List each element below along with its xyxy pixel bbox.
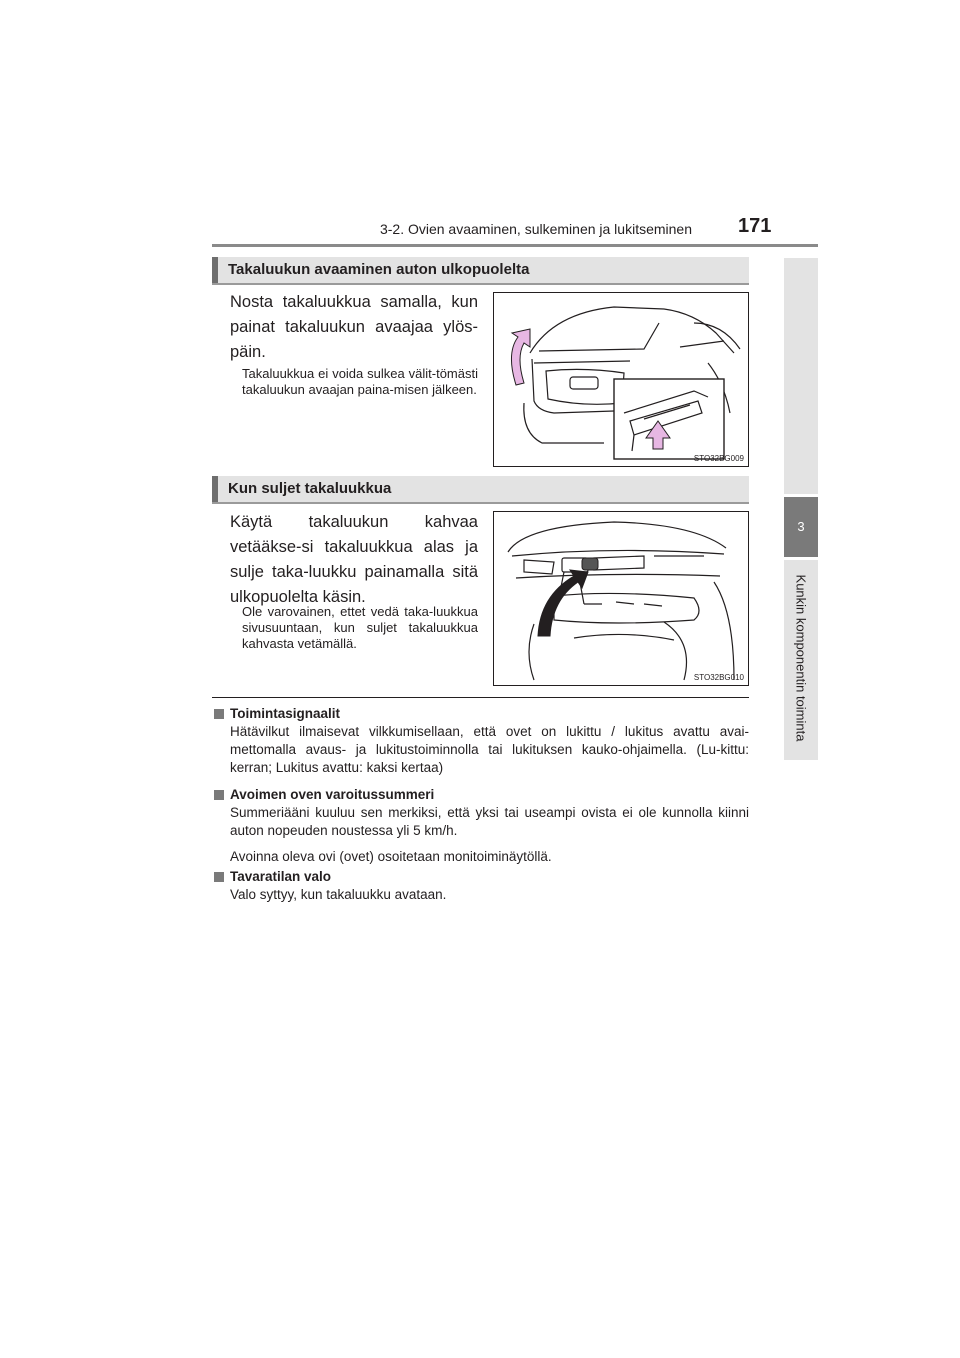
info-title-text: Tavaratilan valo [230, 869, 332, 884]
step-instruction-opening: Nosta takaluukkua samalla, kun painat takaluukun avaajaa ylös-päin. [230, 293, 478, 361]
info-title-text: Avoimen oven varoitussummeri [230, 787, 435, 802]
info-title [212, 868, 749, 886]
tailgate-opening-illustration [494, 293, 748, 466]
page-number: 171 [738, 215, 772, 237]
info-body: Summeriääni kuuluu sen merkiksi, että yksi tai useampi ovista ei ole kunnolla kiinni auton nopeuden noustessa yli 5 km/h. [230, 805, 749, 838]
side-tab-chapter-title: Kunkin komponentin toiminta [793, 574, 809, 742]
step-instruction-closing: Käytä takaluukun kahvaa vetääkse-si takaluukkua alas ja sulje taka-luukku painamalla sitä ulkopuolelta käsin. [230, 513, 478, 606]
info-body: Valo syttyy, kun takaluukku avataan. [230, 887, 447, 902]
square-bullet-icon [214, 709, 224, 719]
heading-accent [212, 476, 218, 502]
side-tab-chapter-number: 3 [784, 497, 818, 557]
section-heading-opening [212, 257, 749, 285]
info-block-luggage-light [212, 868, 749, 904]
header-rule [212, 244, 818, 247]
square-bullet-icon [214, 790, 224, 800]
square-bullet-icon [214, 872, 224, 882]
info-block-operation-signals [212, 705, 749, 777]
figure-code: STO32BG010 [693, 673, 744, 682]
section-divider [212, 697, 749, 698]
figure-tailgate-opening [493, 292, 749, 467]
figure-code: STO32BG009 [693, 454, 744, 463]
info-body: Hätävilkut ilmaisevat vilkkumisellaan, että ovet on lukittu / lukitus avattu avai-mettomalla avaus- ja lukitustoiminnolla tai lukituksen kauko-ohjaimella. (Lu-kittu: kerran; Lukitus avattu: kaksi kertaa) [230, 724, 749, 775]
side-tab-top [784, 258, 818, 494]
info-title [212, 705, 749, 723]
section-heading-text: Kun suljet takaluukkua [228, 480, 392, 497]
info-block-open-door-buzzer [212, 786, 749, 866]
step-note-closing: Ole varovainen, ettet vedä taka-luukkua sivusuuntaan, kun suljet takaluukkua kahvasta vetämällä. [242, 604, 478, 651]
step-note-opening: Takaluukkua ei voida sulkea välit-tömästi takaluukun avaajan paina-misen jälkeen. [242, 366, 478, 397]
heading-accent [212, 257, 218, 283]
section-heading-text: Takaluukun avaaminen auton ulkopuolelta [228, 261, 530, 278]
info-title-text: Toimintasignaalit [230, 706, 341, 721]
info-body: Avoinna oleva ovi (ovet) osoitetaan monitoiminäytöllä. [230, 849, 552, 864]
section-heading-closing [212, 476, 749, 504]
tailgate-closing-illustration [494, 512, 748, 685]
info-title [212, 786, 749, 804]
running-header-section-title: 3-2. Ovien avaaminen, sulkeminen ja lukitseminen [379, 221, 692, 237]
figure-tailgate-closing [493, 511, 749, 686]
